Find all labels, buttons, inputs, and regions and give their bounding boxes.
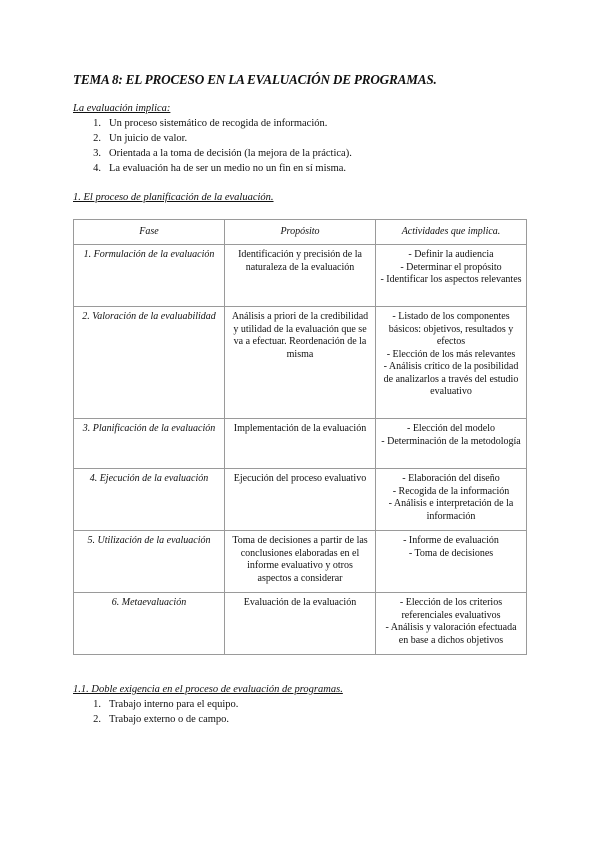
cell-proposito: Ejecución del proceso evaluativo: [225, 469, 376, 531]
column-header-proposito: Propósito: [225, 220, 376, 245]
activity-item: - Informe de evaluación: [403, 535, 499, 546]
activity-item: - Elección de los criterios referenciales evaluativos: [399, 597, 503, 621]
planning-table: [73, 219, 527, 655]
cell-fase: 1. Formulación de la evaluación: [74, 245, 225, 307]
cell-proposito: Análisis a priori de la credibilidad y utilidad de la evaluación que se va a efectuar. Reordenación de la misma: [225, 307, 376, 419]
cell-proposito: Toma de decisiones a partir de las conclusiones elaboradas en el informe evaluativo y otros aspectos a considerar: [225, 531, 376, 593]
intro-list: [73, 116, 352, 176]
cell-proposito: Implementación de la evaluación: [225, 419, 376, 469]
activity-item: - Definir la audiencia: [408, 249, 494, 260]
list-text: La evaluación ha de ser un medio no un fin en sí misma.: [109, 163, 347, 174]
intro-heading: La evaluación implica:: [73, 103, 171, 114]
list-item: [73, 161, 352, 176]
table-row: [74, 593, 527, 655]
list-number: 1.: [93, 699, 101, 710]
activity-item: - Análisis crítico de la posibilidad de analizarlos a través del estudio evaluativo: [383, 361, 519, 397]
list-number: 2.: [93, 714, 101, 725]
section-heading-planning: 1. El proceso de planificación de la evaluación.: [73, 192, 274, 203]
list-text: Trabajo interno para el equipo.: [109, 699, 239, 710]
cell-actividades: [376, 469, 527, 531]
activity-item: - Determinar el propósito: [400, 261, 502, 273]
cell-proposito: Evaluación de la evaluación: [225, 593, 376, 655]
activity-item: - Elección del modelo: [406, 423, 496, 434]
table-row: [74, 245, 527, 307]
cell-actividades: [376, 419, 527, 469]
requirement-list: [73, 697, 238, 727]
list-number: 4.: [93, 163, 101, 174]
activity-item: - Listado de los componentes básicos: objetivos, resultados y efectos: [388, 311, 514, 347]
list-text: Un proceso sistemático de recogida de información.: [109, 118, 328, 129]
cell-proposito: Identificación y precisión de la naturaleza de la evaluación: [225, 245, 376, 307]
cell-actividades: [376, 531, 527, 593]
cell-actividades: [376, 307, 527, 419]
cell-actividades: [376, 593, 527, 655]
activity-item: - Análisis e interpretación de la información: [388, 498, 514, 522]
list-number: 1.: [93, 118, 101, 129]
cell-fase: 6. Metaevaluación: [74, 593, 225, 655]
list-item: [73, 146, 352, 161]
cell-fase: 4. Ejecución de la evaluación: [74, 469, 225, 531]
cell-actividades: [376, 245, 527, 307]
list-text: Un juicio de valor.: [109, 133, 188, 144]
table-row: [74, 419, 527, 469]
column-header-fase: Fase: [74, 220, 225, 245]
page-title: TEMA 8: EL PROCESO EN LA EVALUACIÓN DE PROGRAMAS.: [73, 72, 437, 87]
list-item: [73, 131, 352, 146]
activity-item: - Elaboración del diseño: [402, 473, 500, 484]
activity-item: - Identificar los aspectos relevantes: [380, 274, 522, 285]
table-row: [74, 531, 527, 593]
list-item: [73, 712, 238, 727]
activity-item: - Elección de los más relevantes: [386, 348, 516, 360]
table-row: [74, 307, 527, 419]
column-header-actividades: Actividades que implica.: [376, 220, 527, 245]
section-heading-double-requirement: 1.1. Doble exigencia en el proceso de evaluación de programas.: [73, 684, 343, 695]
list-number: 3.: [93, 148, 101, 159]
list-item: [73, 697, 238, 712]
activity-item: - Análisis y valoración efectuada en base a dichos objetivos: [385, 622, 517, 646]
table-row: [74, 469, 527, 531]
list-text: Trabajo externo o de campo.: [109, 714, 230, 725]
activity-item: - Toma de decisiones: [408, 547, 494, 559]
list-number: 2.: [93, 133, 101, 144]
activity-item: - Determinación de la metodología: [381, 435, 521, 447]
cell-fase: 2. Valoración de la evaluabilidad: [74, 307, 225, 419]
cell-fase: 5. Utilización de la evaluación: [74, 531, 225, 593]
list-text: Orientada a la toma de decisión (la mejora de la práctica).: [109, 148, 352, 159]
table-header-row: [74, 220, 527, 245]
activity-item: - Recogida de la información: [392, 485, 510, 497]
list-item: [73, 116, 352, 131]
cell-fase: 3. Planificación de la evaluación: [74, 419, 225, 469]
